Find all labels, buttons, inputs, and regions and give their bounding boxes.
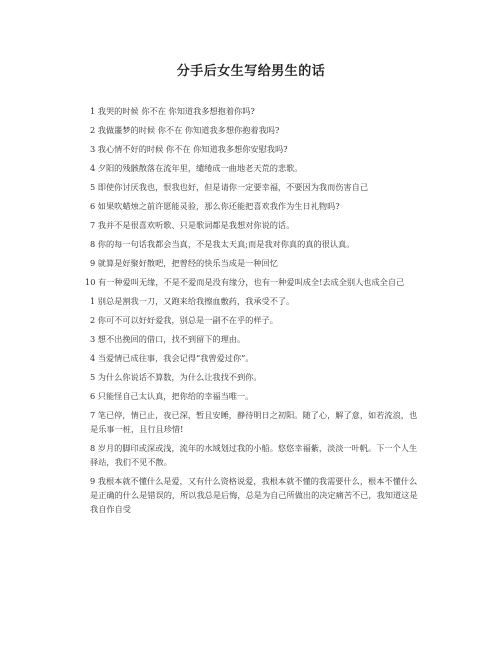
page-title: 分手后女生写给男生的话 — [176, 64, 326, 79]
paragraph: 8 你的每一句话我都会当真，不是我太天真;而是我对你真的真的很认真。 — [90, 239, 355, 249]
paragraph: 7 笔已停，情已止，夜已深，暂且安睡，静待明日之初阳。随了心，解了意，如若流浪，也是乐事一桩，且行且珍惜! — [90, 410, 418, 434]
paragraph: 2 我做噩梦的时候 你不在 你知道我多想你抱着我吗? — [90, 125, 280, 135]
document-body — [85, 104, 425, 521]
paragraph: 9 我根本就不懂什么是爱，又有什么资格说爱，我根本就不懂的我需要什么，根本不懂什么是正确的什么是错误的，所以我总是后悔，总是为自己所做出的决定痛苦不已，我知道这是我自作自受 — [90, 476, 418, 514]
paragraph: 10 有一种爱叫无缘，不是不爱而是没有缘分，也有一种爱叫成全!去成全别人也成全自己 — [85, 277, 405, 287]
paragraph: 1 我哭的时候 你不在 你知道我多想抱着你吗? — [90, 106, 255, 116]
paragraph: 5 为什么你说话不算数，为什么让我找不到你。 — [90, 372, 262, 382]
paragraph: 9 就算是好聚好散吧，把曾经的快乐当成是一种回忆 — [90, 258, 278, 268]
paragraph: 1 别总是割我一刀，又跑来给我擦血敷药，我承受不了。 — [90, 296, 295, 306]
paragraph: 8 岁月的脚印或深或浅，流年的水域划过我的小船。悠悠幸福紫，淡淡一叶帆。下一个人生驿站，我们不见不散。 — [90, 443, 418, 467]
paragraph: 5 即使你讨厌我也，恨我也好，但是请你一定要幸福，不要因为我而伤害自己 — [90, 182, 369, 192]
paragraph: 3 我心情不好的时候 你不在 你知道我多想你安慰我吗? — [90, 144, 288, 154]
paragraph: 2 你可不可以好好爱我，别总是一副不在乎的样子。 — [90, 315, 278, 325]
paragraph: 6 只能怪自己太认真，把你给的幸福当唯一。 — [90, 391, 254, 401]
paragraph: 7 我并不是很喜欢听歌、只是歌词都是我想对你说的话。 — [90, 220, 295, 230]
paragraph: 6 如果吹蜡烛之前许愿能灵验，那么你还能把喜欢我作为生日礼物吗? — [90, 201, 340, 211]
paragraph: 4 夕阳的残骸散落在流年里，缱绻成一曲地老天荒的悲歌。 — [90, 163, 303, 173]
paragraph: 3 想不出挽回的借口，找不到留下的理由。 — [90, 334, 246, 344]
paragraph: 4 当爱情已成往事，我会记得“我曾爱过你”。 — [90, 353, 254, 363]
